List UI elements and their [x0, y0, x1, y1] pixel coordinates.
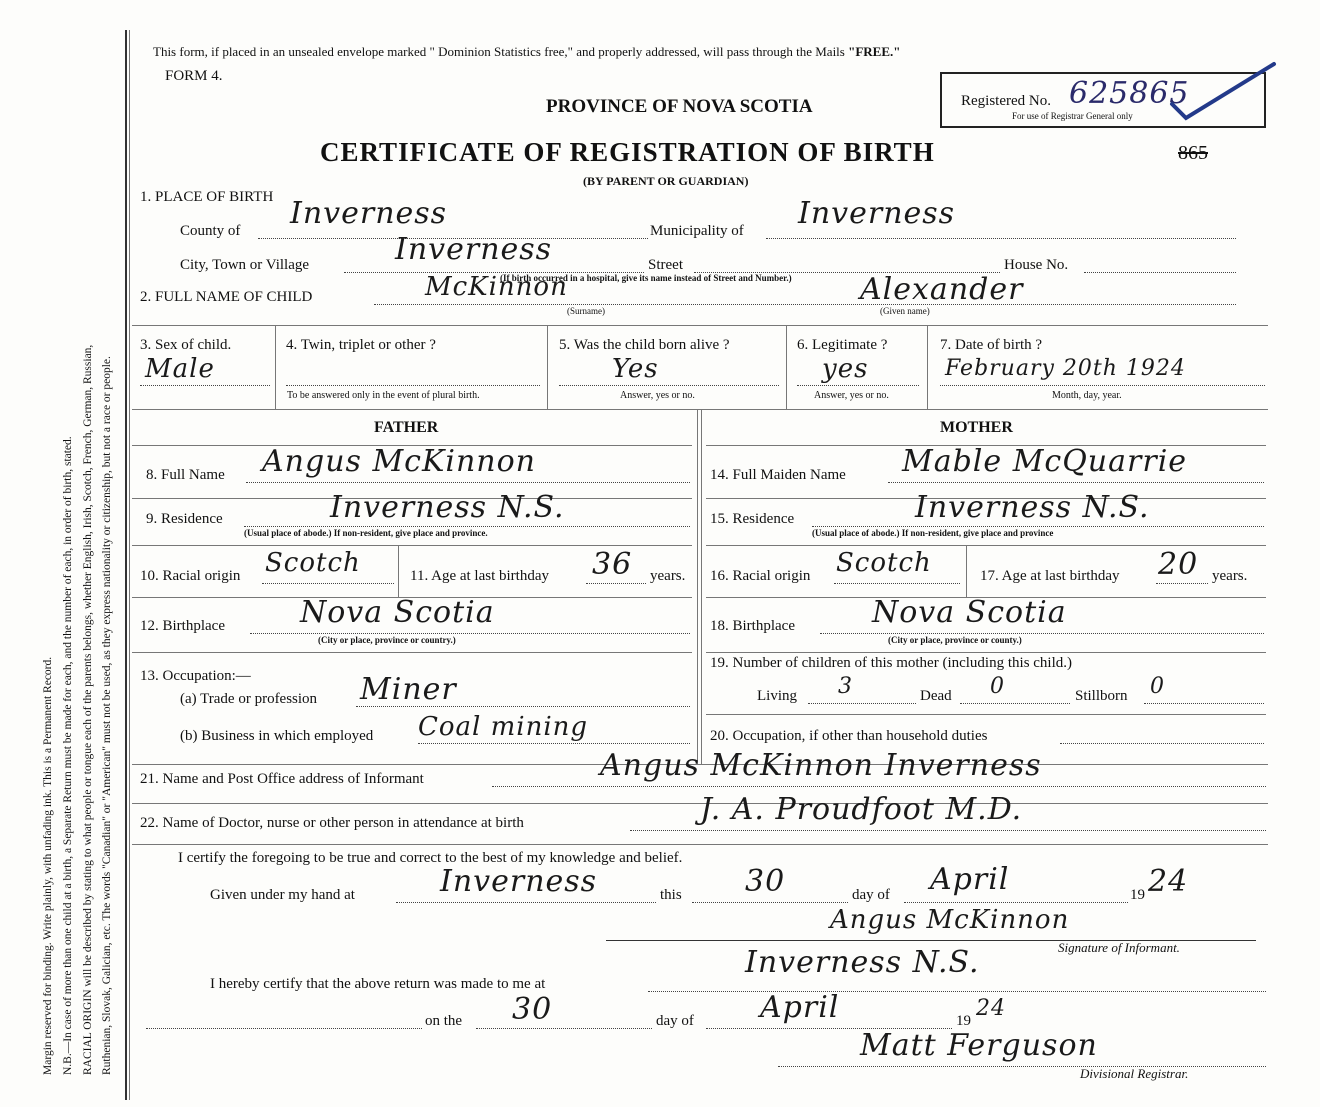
municipality-value: Inverness — [798, 196, 956, 231]
registrar-year-value: 24 — [976, 996, 1006, 1021]
mother-occupation-label: 20. Occupation, if other than household duties — [710, 728, 988, 744]
registered-number-box — [940, 72, 1266, 128]
house-number-label: House No. — [1004, 257, 1069, 273]
margin-rule — [125, 30, 127, 1100]
father-name-label: 8. Full Name — [146, 467, 225, 483]
legitimate-note: Answer, yes or no. — [814, 390, 889, 401]
living-value: 3 — [838, 674, 853, 699]
twin-note: To be answered only in the event of plural birth. — [287, 390, 480, 401]
house-number-line — [1084, 272, 1236, 273]
this-label: this — [660, 887, 682, 903]
father-racial-origin-label: 10. Racial origin — [140, 568, 241, 584]
father-age-label: 11. Age at last birthday — [410, 568, 549, 584]
sex-label: 3. Sex of child. — [140, 337, 232, 353]
mother-name-value: Mable McQuarrie — [902, 444, 1188, 479]
registered-number: 625865 — [1069, 76, 1190, 111]
given-under-hand-label: Given under my hand at — [210, 887, 355, 903]
mother-racial-origin-label: 16. Racial origin — [710, 568, 811, 584]
doctor-label: 22. Name of Doctor, nurse or other person in attendance at birth — [140, 815, 524, 831]
child-name-label: 2. FULL NAME OF CHILD — [140, 289, 313, 305]
informant-signature-caption: Signature of Informant. — [1058, 940, 1180, 955]
father-business-value: Coal mining — [418, 712, 589, 742]
form-number: FORM 4. — [165, 68, 223, 84]
legitimate-value: yes — [822, 354, 869, 384]
municipality-line — [766, 238, 1236, 239]
city-label: City, Town or Village — [180, 257, 310, 273]
municipality-label: Municipality of — [650, 223, 744, 239]
father-occupation-label: 13. Occupation:— — [140, 668, 251, 684]
child-surname: McKinnon — [425, 272, 568, 302]
father-residence-value: Inverness N.S. — [330, 490, 565, 525]
dead-label: Dead — [920, 688, 952, 704]
checkmark-icon — [1164, 60, 1284, 130]
year-value: 24 — [1148, 864, 1189, 899]
center-divider — [697, 409, 698, 764]
hospital-note: (If birth occurred in a hospital, give its name instead of Street and Number.) — [500, 273, 792, 283]
registrar-signature: Matt Ferguson — [860, 1028, 1098, 1063]
registered-label: Registered No. — [961, 93, 1051, 109]
county-label: County of — [180, 223, 241, 239]
grid-rule-top — [132, 325, 1268, 326]
sex-value: Male — [145, 354, 215, 384]
stillborn-label: Stillborn — [1075, 688, 1128, 704]
father-trade-label: (a) Trade or profession — [180, 691, 318, 707]
child-name-line — [374, 304, 1236, 305]
father-age-unit: years. — [650, 568, 686, 584]
father-name-value: Angus McKinnon — [262, 444, 536, 479]
on-the-label: on the — [425, 1013, 463, 1029]
registrar-place-value: Inverness N.S. — [745, 945, 980, 980]
day-value: 30 — [745, 864, 786, 899]
day-of-label: day of — [852, 887, 890, 903]
date-of-birth-label: 7. Date of birth ? — [940, 337, 1043, 353]
city-value: Inverness — [395, 232, 553, 267]
province-heading: PROVINCE OF NOVA SCOTIA — [546, 96, 813, 117]
mother-age-value: 20 — [1158, 547, 1199, 582]
mother-heading: MOTHER — [940, 419, 1013, 436]
registrar-day-of-label: day of — [656, 1013, 694, 1029]
registrar-caption: Divisional Registrar. — [1080, 1066, 1189, 1081]
mother-racial-origin-value: Scotch — [836, 548, 932, 578]
father-birthplace-note: (City or place, province or country.) — [318, 635, 456, 645]
grid-rule-bottom — [132, 409, 1268, 410]
legitimate-label: 6. Legitimate ? — [797, 337, 888, 353]
margin-text-binding: Margin reserved for binding. Write plainly, with unfading ink. This is a Permanent Record. — [42, 656, 54, 1075]
dead-value: 0 — [990, 674, 1005, 699]
certification-statement: I certify the foregoing to be true and correct to the best of my knowledge and belief. — [178, 850, 683, 866]
surname-caption: (Surname) — [567, 306, 605, 316]
margin-text-racial-origin: RACIAL ORIGIN will be described by stating to what people or tongue each of the parents belongs, whether English, Irish, Scotch, French, German, Russian, — [82, 344, 94, 1075]
street-label: Street — [648, 257, 683, 273]
year-prefix: 19 — [1130, 887, 1145, 903]
margin-text-nationality: Ruthenian, Slovak, Galician, etc. The words "Canadian" or "American" must not be used, as they express nationality or citizenship, but not a race or people. — [101, 356, 113, 1075]
informant-value: Angus McKinnon Inverness — [600, 748, 1042, 783]
date-of-birth-note: Month, day, year. — [1052, 390, 1122, 401]
father-trade-value: Miner — [360, 672, 457, 707]
given-name-caption: (Given name) — [880, 306, 930, 316]
father-birthplace-value: Nova Scotia — [300, 595, 495, 630]
mother-age-label: 17. Age at last birthday — [980, 568, 1120, 584]
father-residence-label: 9. Residence — [146, 511, 223, 527]
place-of-birth-label: 1. PLACE OF BIRTH — [140, 189, 274, 205]
stillborn-value: 0 — [1150, 674, 1165, 699]
father-heading: FATHER — [374, 419, 439, 436]
father-age-value: 36 — [592, 547, 633, 582]
born-alive-note: Answer, yes or no. — [620, 390, 695, 401]
mother-residence-note: (Usual place of abode.) If non-resident, give place and province — [812, 528, 1054, 538]
month-value: April — [930, 862, 1010, 897]
registrar-day-value: 30 — [512, 992, 553, 1027]
father-birthplace-label: 12. Birthplace — [140, 618, 225, 634]
father-residence-note: (Usual place of abode.) If non-resident, give place and province. — [244, 528, 488, 538]
mother-name-label: 14. Full Maiden Name — [710, 467, 846, 483]
doctor-value: J. A. Proudfoot M.D. — [700, 792, 1023, 827]
father-racial-origin-value: Scotch — [265, 548, 361, 578]
registrar-month-value: April — [760, 990, 840, 1025]
county-value: Inverness — [290, 196, 448, 231]
margin-text-plural-births: N.B.—In case of more than one child at a birth, a Separate Return must be made for each, and the number of each, in order of birth, stated. — [62, 436, 74, 1075]
registrar-statement: I hereby certify that the above return was made to me at — [210, 976, 546, 992]
born-alive-value: Yes — [612, 354, 659, 384]
corner-mark: 865 — [1178, 142, 1208, 164]
child-given-name: Alexander — [860, 272, 1024, 307]
born-alive-label: 5. Was the child born alive ? — [559, 337, 730, 353]
twin-label: 4. Twin, triplet or other ? — [286, 337, 436, 353]
mother-age-unit: years. — [1212, 568, 1248, 584]
mother-residence-label: 15. Residence — [710, 511, 795, 527]
registrar-use-note: For use of Registrar General only — [1012, 111, 1133, 121]
certificate-title: CERTIFICATE OF REGISTRATION OF BIRTH — [320, 137, 935, 167]
given-place-value: Inverness — [440, 864, 598, 899]
mother-residence-value: Inverness N.S. — [915, 490, 1150, 525]
living-label: Living — [757, 688, 797, 704]
informant-label: 21. Name and Post Office address of Informant — [140, 771, 424, 787]
mother-birthplace-note: (City or place, province or county.) — [888, 635, 1022, 645]
informant-signature: Angus McKinnon — [830, 905, 1070, 935]
date-of-birth-value: February 20th 1924 — [945, 356, 1186, 381]
children-count-label: 19. Number of children of this mother (including this child.) — [710, 655, 1073, 671]
certificate-subtitle: (BY PARENT OR GUARDIAN) — [583, 174, 749, 188]
father-business-label: (b) Business in which employed — [180, 728, 374, 744]
mail-notice: This form, if placed in an unsealed envelope marked " Dominion Statistics free," and properly addressed, will pass through the Mails "FREE." — [153, 44, 901, 59]
margin-rule-inner — [129, 30, 130, 1100]
registrar-year-prefix: 19 — [956, 1013, 971, 1029]
mother-birthplace-value: Nova Scotia — [872, 595, 1067, 630]
mother-birthplace-label: 18. Birthplace — [710, 618, 795, 634]
